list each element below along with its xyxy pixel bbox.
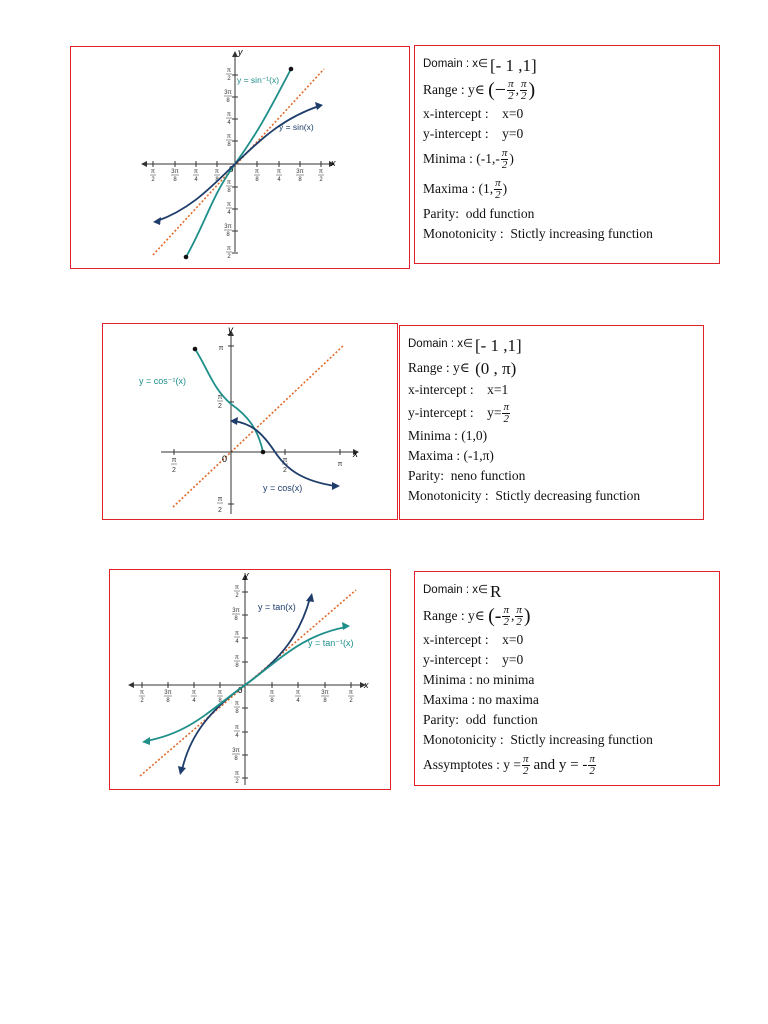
svg-text:π: π xyxy=(282,457,288,464)
identity-line xyxy=(150,69,324,255)
svg-text:π: π xyxy=(234,631,240,637)
info-panel-2 xyxy=(399,325,704,520)
svg-text:π: π xyxy=(226,68,232,74)
svg-text:8: 8 xyxy=(255,177,259,183)
range-row: Range : y∈ (0 , π) xyxy=(408,358,517,378)
y-axis-label: y xyxy=(244,570,249,580)
svg-text:π: π xyxy=(254,169,260,175)
svg-text:4: 4 xyxy=(296,698,300,704)
graph-panel-1 xyxy=(70,46,410,269)
cos-arccos-graph xyxy=(103,324,397,519)
x-intercept-row: x-intercept : x=0 xyxy=(423,632,524,648)
svg-text:2: 2 xyxy=(349,698,353,704)
svg-text:8: 8 xyxy=(298,177,302,183)
svg-text:π: π xyxy=(193,169,199,175)
domain-row: Domain : x∈ R xyxy=(423,581,502,601)
svg-text:π: π xyxy=(226,246,232,252)
y-axis-label: y xyxy=(228,325,233,336)
y-intercept-row: y-intercept : y= $\frac{\pi}{2}$ xyxy=(408,400,509,425)
svg-text:π: π xyxy=(217,496,223,503)
svg-text:2: 2 xyxy=(172,467,176,474)
svg-text:8: 8 xyxy=(226,98,230,104)
svg-text:π: π xyxy=(234,701,240,707)
parity-row: Parity: odd function xyxy=(423,712,538,728)
x-axis-label: x xyxy=(331,158,336,168)
y-axis-label: y xyxy=(238,47,243,57)
minima-row: Minima : (1,0) xyxy=(408,428,488,444)
svg-text:3π: 3π xyxy=(296,169,304,175)
svg-text:4: 4 xyxy=(277,177,281,183)
svg-text:π: π xyxy=(269,690,275,696)
svg-text:π: π xyxy=(214,169,220,175)
svg-text:2: 2 xyxy=(140,698,144,704)
y-intercept-row: y-intercept : y=0 xyxy=(423,652,524,668)
svg-text:2: 2 xyxy=(218,507,222,514)
svg-text:2: 2 xyxy=(227,76,231,82)
svg-text:2: 2 xyxy=(218,403,222,410)
svg-text:3π: 3π xyxy=(232,608,240,614)
arctan-label: y = tan⁻¹(x) xyxy=(308,638,354,648)
svg-text:8: 8 xyxy=(235,709,239,715)
svg-text:2: 2 xyxy=(151,177,155,183)
svg-text:π: π xyxy=(226,112,232,118)
monotonicity-row: Monotonicity : Stictly increasing function xyxy=(423,226,653,242)
svg-text:π: π xyxy=(226,180,232,186)
origin-label: 0 xyxy=(222,454,228,464)
sin-arcsin-graph xyxy=(71,47,409,268)
svg-text:4: 4 xyxy=(235,733,239,739)
svg-text:π: π xyxy=(276,169,282,175)
origin-label: 0 xyxy=(229,165,234,174)
info-panel-1 xyxy=(414,45,720,264)
svg-text:π: π xyxy=(217,690,223,696)
graph-panel-2 xyxy=(102,323,398,520)
monotonicity-row: Monotonicity : Stictly increasing function xyxy=(423,732,653,748)
svg-text:π: π xyxy=(234,725,240,731)
svg-text:4: 4 xyxy=(235,639,239,645)
svg-text:π: π xyxy=(191,690,197,696)
x-axis-label: x xyxy=(364,680,369,690)
graph-panel-3 xyxy=(109,569,391,790)
svg-text:π: π xyxy=(234,771,240,777)
svg-text:8: 8 xyxy=(270,698,274,704)
svg-text:2: 2 xyxy=(235,779,239,785)
range-row: Range : y∈ (− $\frac{\pi}{2}$ , $\frac{\pi}{2}$ ) xyxy=(423,77,536,102)
svg-text:π: π xyxy=(348,690,354,696)
svg-text:4: 4 xyxy=(192,698,196,704)
svg-text:π: π xyxy=(318,169,324,175)
tan-arctan-graph xyxy=(110,570,390,789)
svg-text:π: π xyxy=(218,345,224,352)
minima-row: Minima : (-1,- $\frac{\pi}{2}$ ) xyxy=(423,146,514,171)
svg-text:8: 8 xyxy=(234,616,238,622)
svg-text:8: 8 xyxy=(218,698,222,704)
tan-label: y = tan(x) xyxy=(258,602,296,612)
svg-text:π: π xyxy=(171,457,177,464)
maxima-row: Maxima : (-1,π) xyxy=(408,448,494,464)
svg-text:3π: 3π xyxy=(171,169,179,175)
svg-text:3π: 3π xyxy=(321,690,329,696)
svg-text:4: 4 xyxy=(227,120,231,126)
info-panel-3 xyxy=(414,571,720,786)
domain-row: Domain : x∈ [- 1 ,1] xyxy=(408,335,522,355)
parity-row: Parity: neno function xyxy=(408,468,526,484)
svg-text:3π: 3π xyxy=(164,690,172,696)
svg-text:π: π xyxy=(295,690,301,696)
parity-row: Parity: odd function xyxy=(423,206,535,222)
svg-text:π: π xyxy=(226,202,232,208)
arcsin-label: y = sin⁻¹(x) xyxy=(237,75,280,85)
svg-text:π: π xyxy=(217,394,223,401)
arccos-curve xyxy=(195,349,263,452)
svg-text:π: π xyxy=(234,585,240,591)
svg-text:π: π xyxy=(139,690,145,696)
sin-label: y = sin(x) xyxy=(279,122,314,132)
asymptotes-row: Assymptotes : y = $\frac{\pi}{2}$ and y = - $\frac{\pi}{2}$ xyxy=(423,752,595,777)
domain-row: Domain : x∈ [- 1 ,1] xyxy=(423,55,537,75)
range-fraction: $\frac{\pi}{2}$ xyxy=(508,77,514,102)
svg-text:4: 4 xyxy=(227,210,231,216)
range-row: Range : y∈ (- $\frac{\pi}{2}$ , $\frac{\pi}{2}$ ) xyxy=(423,603,531,628)
svg-text:8: 8 xyxy=(234,756,238,762)
svg-text:8: 8 xyxy=(173,177,177,183)
x-axis-label: x xyxy=(353,449,358,460)
svg-text:8: 8 xyxy=(235,663,239,669)
svg-text:π: π xyxy=(150,169,156,175)
x-intercept-row: x-intercept : x=1 xyxy=(408,382,509,398)
svg-text:2: 2 xyxy=(283,467,287,474)
monotonicity-row: Monotonicity : Stictly decreasing function xyxy=(408,488,641,504)
y-intercept-row: y-intercept : y=0 xyxy=(423,126,524,142)
svg-text:4: 4 xyxy=(194,177,198,183)
svg-text:π: π xyxy=(337,461,343,468)
svg-text:3π: 3π xyxy=(232,748,240,754)
svg-text:3π: 3π xyxy=(224,90,232,96)
maxima-row: Maxima : (1, $\frac{\pi}{2}$ ) xyxy=(423,176,508,201)
minima-row: Minima : no minima xyxy=(423,672,535,688)
svg-text:8: 8 xyxy=(226,232,230,238)
maxima-row: Maxima : no maxima xyxy=(423,692,539,708)
svg-text:π: π xyxy=(234,655,240,661)
origin-label: 0 xyxy=(238,686,243,695)
svg-text:8: 8 xyxy=(227,188,231,194)
svg-text:8: 8 xyxy=(323,698,327,704)
arccos-label: y = cos⁻¹(x) xyxy=(139,376,187,386)
svg-text:8: 8 xyxy=(166,698,170,704)
svg-text:8: 8 xyxy=(215,177,219,183)
svg-text:3π: 3π xyxy=(224,224,232,230)
x-intercept-row: x-intercept : x=0 xyxy=(423,106,524,122)
svg-text:2: 2 xyxy=(227,254,231,260)
svg-text:π: π xyxy=(226,134,232,140)
cos-label: y = cos(x) xyxy=(263,483,303,493)
svg-text:8: 8 xyxy=(227,142,231,148)
svg-text:2: 2 xyxy=(235,593,239,599)
svg-text:2: 2 xyxy=(319,177,323,183)
